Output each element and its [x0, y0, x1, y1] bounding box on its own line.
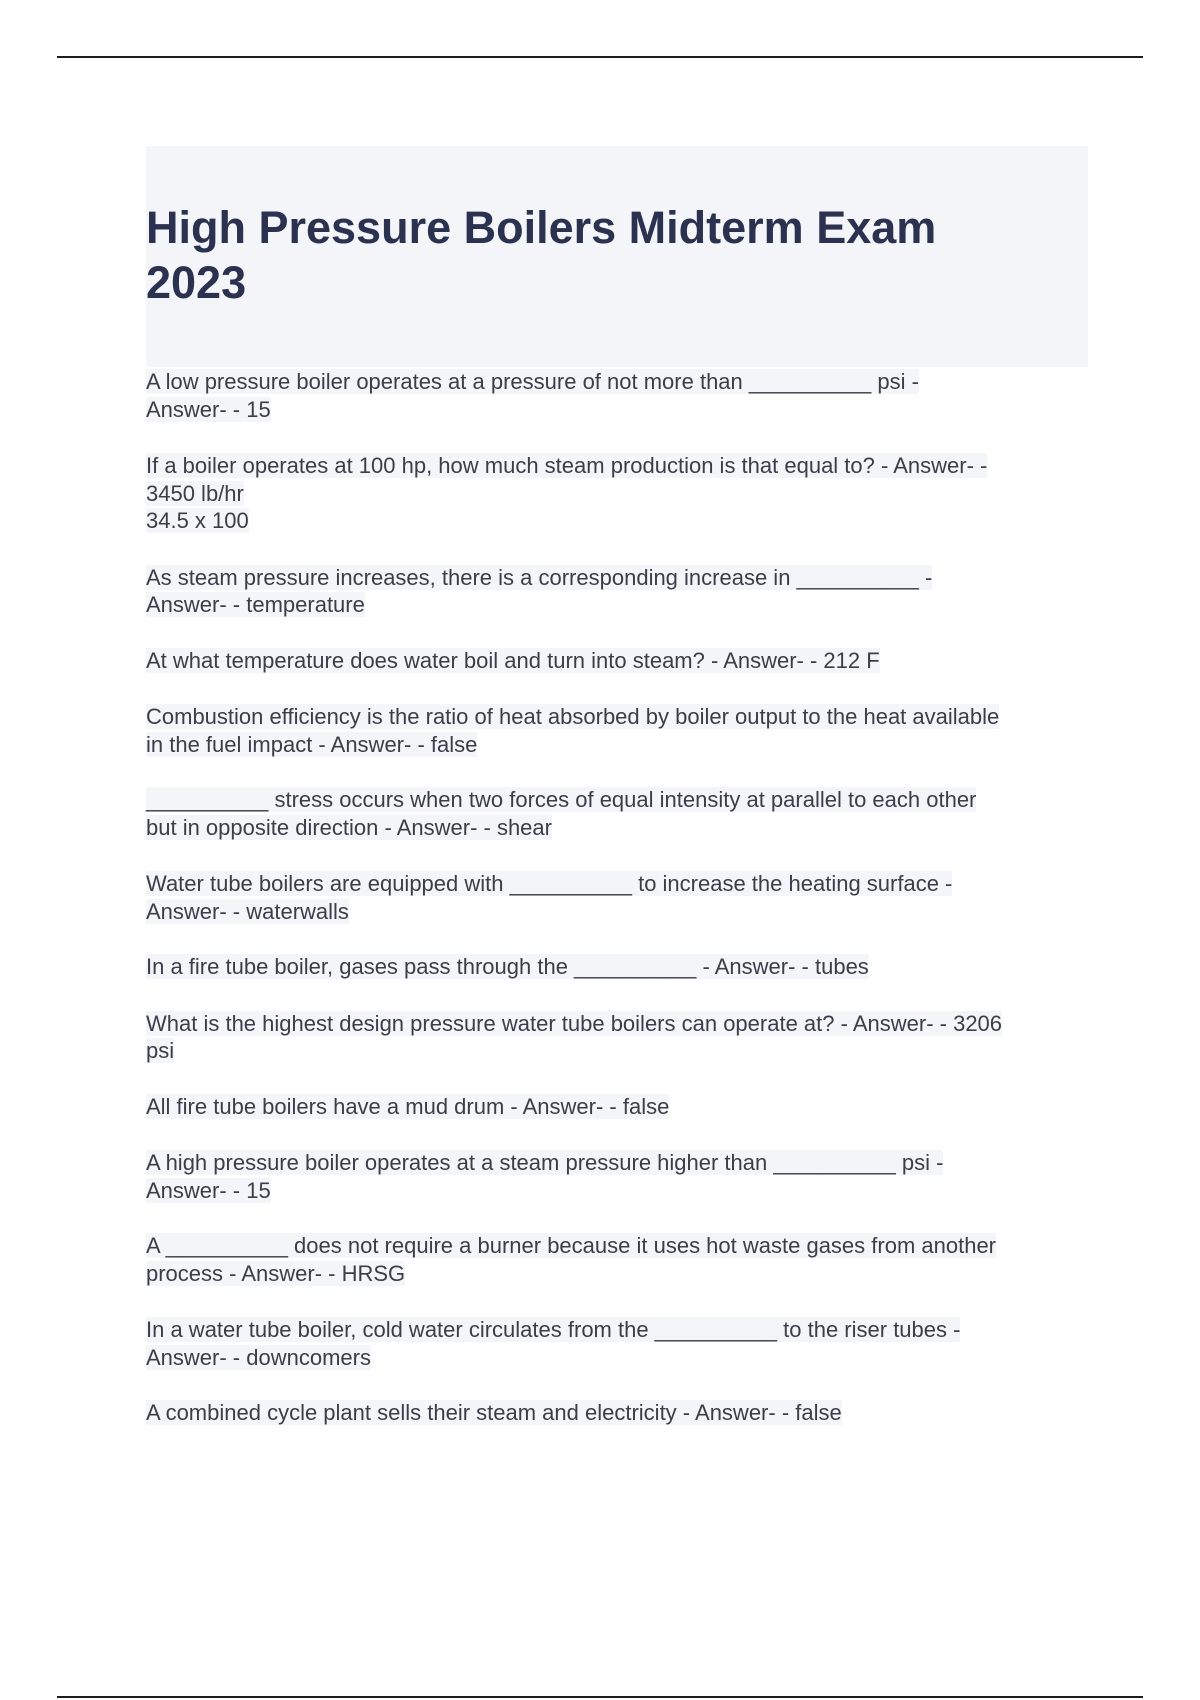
question-text: In a water tube boiler, cold water circulates from the __________ to the riser tubes - Answer- - downcomers [146, 1317, 961, 1370]
question-item [146, 703, 1088, 758]
question-item [146, 1093, 1088, 1121]
question-item [146, 1232, 1088, 1287]
question-text: A combined cycle plant sells their steam and electricity - Answer- - false [146, 1400, 842, 1425]
question-text: If a boiler operates at 100 hp, how much steam production is that equal to? - Answer- - 3450 lb/hr 34.5 x 100 [146, 453, 988, 533]
question-text: At what temperature does water boil and turn into steam? - Answer- - 212 F [146, 647, 880, 673]
question-item [146, 1010, 1088, 1065]
question-item [146, 786, 1088, 841]
document-title: High Pressure Boilers Midterm Exam 2023 [146, 202, 937, 308]
question-list [146, 368, 1088, 1427]
question-text: As steam pressure increases, there is a corresponding increase in __________ - Answer- - temperature [146, 564, 933, 617]
question-text: A low pressure boiler operates at a pressure of not more than __________ psi - Answer- - 15 [146, 369, 919, 422]
question-text: __________ stress occurs when two forces of equal intensity at parallel to each other but in opposite direction - Answer- - shear [146, 787, 977, 840]
question-item [146, 1399, 1088, 1427]
question-text: All fire tube boilers have a mud drum - Answer- - false [146, 1093, 670, 1119]
question-text: Combustion efficiency is the ratio of heat absorbed by boiler output to the heat available in the fuel impact - Answer- - false [146, 704, 1000, 757]
question-item [146, 368, 1088, 423]
question-text: Water tube boilers are equipped with __________ to increase the heating surface - Answer- - waterwalls [146, 871, 953, 924]
question-text: A high pressure boiler operates at a steam pressure higher than __________ psi - Answer- - 15 [146, 1150, 944, 1203]
top-rule [57, 56, 1143, 58]
question-item [146, 1149, 1088, 1204]
question-item [146, 870, 1088, 925]
bottom-rule [57, 1696, 1143, 1698]
question-item [146, 647, 1088, 675]
question-text: A __________ does not require a burner because it uses hot waste gases from another process - Answer- - HRSG [146, 1233, 997, 1286]
question-item [146, 953, 1088, 981]
question-item [146, 452, 1088, 535]
question-item [146, 564, 1088, 619]
question-text: In a fire tube boiler, gases pass through the __________ - Answer- - tubes [146, 954, 869, 979]
question-item [146, 1316, 1088, 1371]
question-text: What is the highest design pressure water tube boilers can operate at? - Answer- - 3206 psi [146, 1010, 1003, 1063]
